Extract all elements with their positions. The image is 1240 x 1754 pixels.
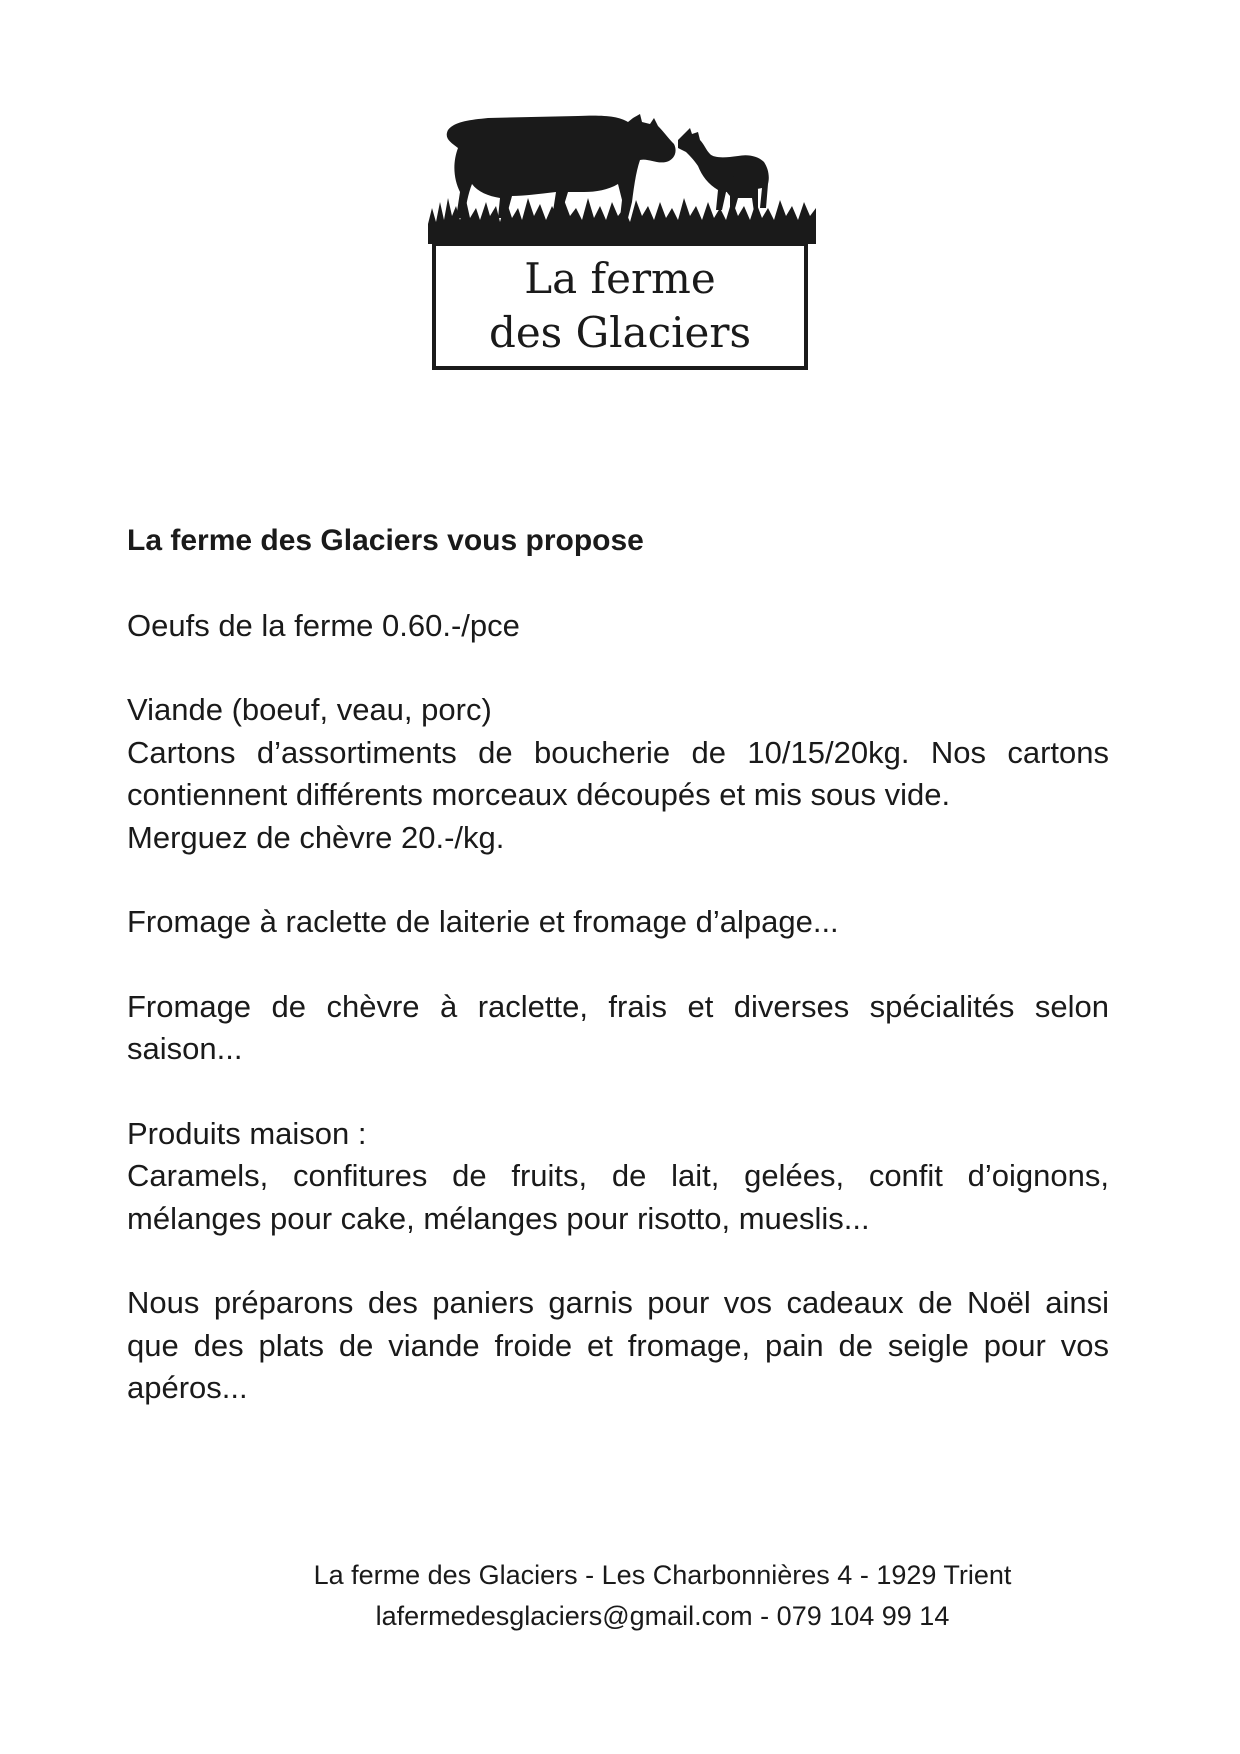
meat-section: [127, 689, 1109, 859]
footer: [0, 1555, 1240, 1637]
cow-and-goats-icon: [428, 112, 816, 244]
eggs-section: [127, 605, 1109, 648]
cheese-text: Fromage à raclette de laiterie et fromage d’alpage...: [127, 904, 839, 939]
offer-content: [127, 520, 1109, 1410]
footer-contact: lafermedesglaciers@gmail.com - 079 104 99 14: [375, 1601, 950, 1631]
homemade-list: Caramels, confitures de fruits, de lait, gelées, confit d’oignons, mélanges pour cake, mélanges pour risotto, mueslis...: [127, 1158, 1109, 1236]
goat-cheese-section: [127, 986, 1109, 1071]
footer-address: La ferme des Glaciers - Les Charbonnières 4 - 1929 Trient: [313, 1560, 1012, 1590]
meat-title: Viande (boeuf, veau, porc): [127, 692, 492, 727]
logo-title-line1: La ferme: [524, 254, 716, 303]
logo-title-box: [432, 242, 808, 370]
meat-cartons-text: Cartons d’assortiments de boucherie de 10/15/20kg. Nos cartons contiennent différents morceaux découpés et mis sous vide.: [127, 734, 1109, 812]
eggs-text: Oeufs de la ferme 0.60.-/pce: [127, 607, 520, 643]
homemade-section: [127, 1113, 1109, 1241]
offer-heading: La ferme des Glaciers vous propose: [127, 524, 644, 557]
cheese-section: [127, 901, 1109, 944]
baskets-section: [127, 1282, 1109, 1410]
merguez-text: Merguez de chèvre 20.-/kg.: [127, 819, 505, 855]
homemade-title: Produits maison :: [127, 1115, 367, 1151]
goat-cheese-text: Fromage de chèvre à raclette, frais et diverses spécialités selon saison...: [127, 988, 1109, 1066]
logo-title-line2: des Glaciers: [488, 308, 752, 357]
farm-logo: [428, 112, 816, 382]
baskets-text: Nous préparons des paniers garnis pour vos cadeaux de Noël ainsi que des plats de viande froide et fromage, pain de seigle pour vos apéros...: [127, 1285, 1109, 1405]
